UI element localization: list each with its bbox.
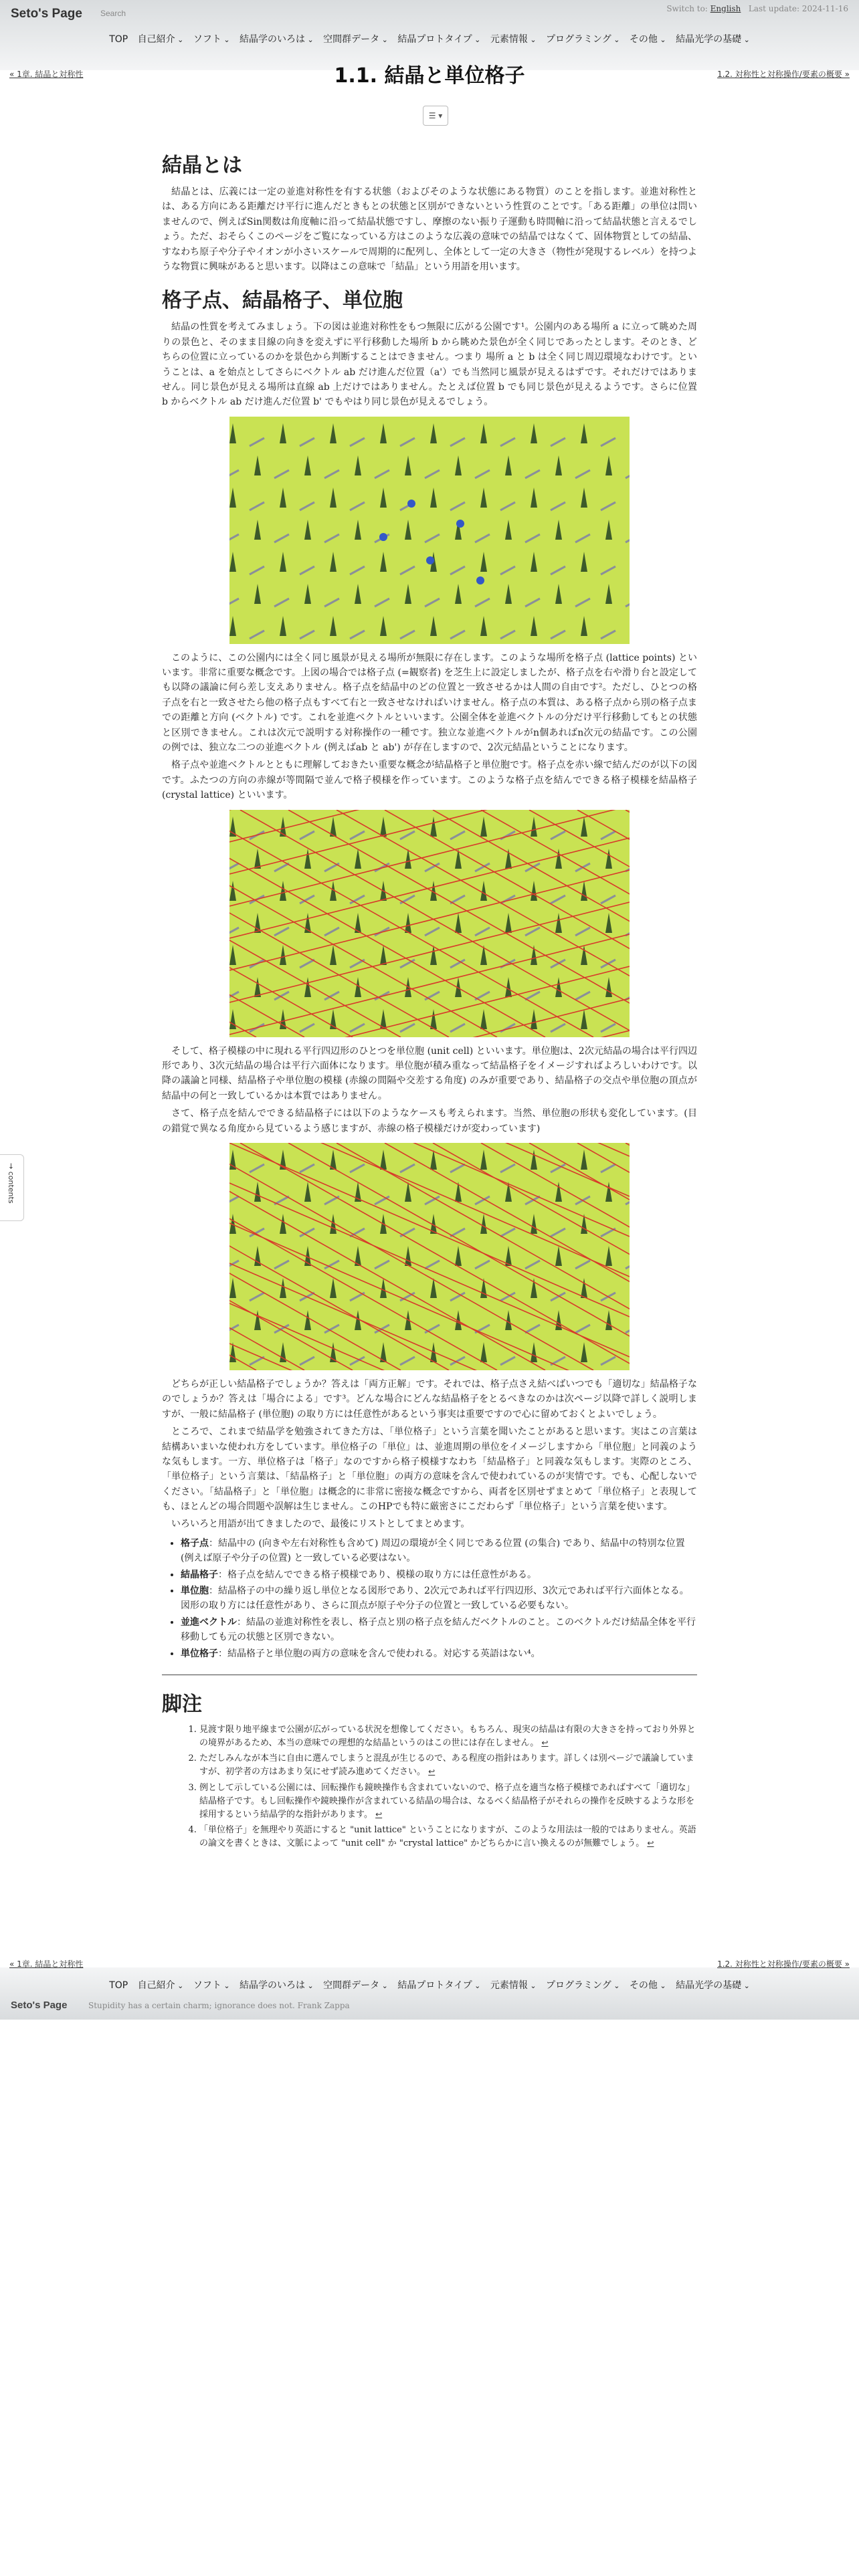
- paragraph: そして、格子模様の中に現れる平行四辺形のひとつを単位胞 (unit cell) といいます。単位胞は、2次元結晶の場合は平行四辺形であり、3次元結晶の場合は平行六面体になります。単位胞が積み重なって結晶格子をイメージすればよろしいわけです。以降の議論と同様、結晶格子や単位胞の模様 (赤線の間隔や交差する角度) のみが重要であり、結晶格子の交点や単位胞の頂点が結晶中の何と一致しているかは本質ではありません。: [162, 1045, 697, 1101]
- paragraph: 結晶の性質を考えてみましょう。下の図は並進対称性をもつ無限に広がる公園です¹。公園内のある場所 a に立って眺めた周りの景色と、そのまま目線の向きを変えずに平行移動した場所 b から眺めた景色が全く同じであったとします。そのとき、どちらの位置に立っているのかを景色から判断することはできません。つまり 場所 a と b は全く同じ周辺環境なわけです。ということは、a を始点としてさらにベクトル ab だけ進んだ位置（a'）でも当然同じ風景が見えるはずです。それだけではありません。同じ景色が見える場所は直線 ab 上だけではありません。たとえば位置 b でも同じ景色が見えるようです。さらに位置 b からベクトル ab だけ進んだ位置 b' でもやはり同じ景色が見えるでしょう。: [162, 322, 697, 408]
- nav-elements[interactable]: 元素情報 ⌄: [490, 34, 537, 45]
- back-link[interactable]: ↩: [541, 1738, 549, 1748]
- next-link[interactable]: 1.2. 対称性と対称操作/要素の概要 »: [717, 70, 850, 79]
- nav-top[interactable]: TOP: [109, 1980, 128, 1991]
- back-link[interactable]: ↩: [647, 1838, 654, 1848]
- footnote: 3. 例として示している公園には、回転操作も鏡映操作も含まれていないので、格子点を適当な格子模様であればすべて「適切な」結晶格子です。もし回転操作や鏡映操作が含まれている結晶の場合は、なるべく結晶格子がそれらの操作を反映するような形を採用するという結晶学的な指針があります。 ↩: [199, 1782, 697, 1822]
- prev-link[interactable]: « 1章. 結晶と対称性: [9, 70, 84, 79]
- list-item: • 単位格子：結晶格子と単位胞の両方の意味を含んで使われる。対応する英語はない⁴。: [181, 1646, 697, 1661]
- lattice-figure-1: [229, 810, 630, 1037]
- last-update: Last update: 2024-11-16: [748, 4, 848, 13]
- nav-about[interactable]: 自己紹介 ⌄: [138, 1980, 184, 1991]
- paragraph: ところで、これまで結晶学を勉強されてきた方は、「単位格子」という言葉を聞いたことがあると思います。実はこの言葉は結構あいまいな使われ方をしています。単位格子の「単位」は、並進周期の単位をイメージしますから「単位胞」と同義のような気もします。一方、単位格子は「格子」なのですから格子模様すなわち「結晶格子」と同義な気もします。実際のところ、「単位格子」という言葉は、「結晶格子」と「単位胞」の両方の意味を含んで使われているのが実情です。でも、心配しないでください。「結晶格子」と「単位胞」は概念的に非常に密接な概念ですから、両者を区別せずまとめて「単位格子」と表現しても、ほとんどの場合問題や誤解は生じません。このHPでも特に厳密さにこだわらず「単位格子」という言葉を使います。: [162, 1426, 697, 1513]
- contents-tab[interactable]: [0, 1154, 24, 1221]
- main-nav: [0, 32, 859, 45]
- english-link[interactable]: English: [710, 4, 741, 13]
- contents-tab-label: → contents: [7, 1163, 15, 1204]
- nav-space-group[interactable]: 空間群データ ⌄: [323, 1980, 388, 1991]
- back-link[interactable]: ↩: [375, 1809, 383, 1819]
- list-item: • 格子点：結晶中の (向きや左右対称性も含めて) 周辺の環境が全く同じである位置 (の集合) であり、結晶中の特別な位置 (例えば原子や分子の位置) と一致している必要はない。: [181, 1536, 697, 1566]
- page-title: 1.1. 結晶と単位格子: [334, 64, 525, 88]
- site-title[interactable]: Seto's Page: [11, 7, 82, 21]
- section-heading: 格子点、結晶格子、単位胞: [162, 289, 403, 313]
- nav-other[interactable]: その他 ⌄: [630, 1980, 666, 1991]
- section-heading: 結晶とは: [162, 154, 242, 177]
- nav-top[interactable]: TOP: [109, 34, 128, 45]
- nav-space-group[interactable]: 空間群データ ⌄: [323, 34, 388, 45]
- footnote: 1. 見渡す限り地平線まで公園が広がっている状況を想像してください。もちろん、現実の結晶は有限の大きさを持っており外界との境界があるため、本当の意味での理想的な結晶というのはこの世には存在しません。 ↩: [199, 1723, 697, 1750]
- footer-site-title[interactable]: Seto's Page: [11, 2000, 68, 2011]
- paragraph: このように、この公園内には全く同じ風景が見える場所が無限に存在します。このような場所を格子点 (lattice points) といいます。非常に重要な概念です。上図の場合では格子点 (=観察者) を芝生上に設定しましたが、格子点を右や滑り台と設定しても以降の議論に何ら差し支えありません。格子点を結晶中のどの位置と一致させるかは人間の自由です²。ただし、ひとつの格子点を右と一致させたら他の格子点もすべて右と一致させなければいけません。格子点の本質は、ある格子点から別の格子点までの距離と方向 (ベクトル) です。これを並進ベクトルといいます。公園全体を並進ベクトルの分だけ平行移動してもとの状態と区別できません。これは次元で説明する対称操作の一種です。独立な並進ベクトルがn個あればn次元の結晶です。この公園の例では、独立な二つの並進ベクトル (例えばab と ab') が存在しますので、2次元結晶ということになります。: [162, 652, 697, 754]
- search-input[interactable]: Search: [100, 9, 126, 18]
- nav-software[interactable]: ソフト ⌄: [193, 1980, 230, 1991]
- list-item: • 単位胞：結晶格子の中の繰り返し単位となる図形であり、2次元であれば平行四辺形、3次元であれば平行六面体となる。図形の取り方には任意性があり、さらに頂点が原子や分子の位置と一致している必要もない。: [181, 1584, 697, 1614]
- nav-programming[interactable]: プログラミング ⌄: [546, 1980, 619, 1991]
- paragraph: さて、格子点を結んでできる結晶格子には以下のようなケースも考えられます。当然、単位胞の形状も変化しています。(目の錯覚で異なる角度から見ているよう感じますが、赤線の格子模様だけが変わっています): [162, 1108, 697, 1134]
- list-item: • 並進ベクトル：結晶の並進対称性を表し、格子点と別の格子点を結んだベクトルのこと。このベクトルだけ結晶全体を平行移動しても元の状態と区別できない。: [181, 1615, 697, 1645]
- footnote: 4. 「単位格子」を無理やり英語にすると "unit lattice" ということになりますが、このような用法は一般的ではありません。英語の論文を書くときは、文脈によって "unit cell" か "crystal lattice" かどちらかに言い換えるのが無難でしょう。 ↩: [199, 1824, 697, 1850]
- nav-elements[interactable]: 元素情報 ⌄: [490, 1980, 537, 1991]
- main-content: [162, 146, 697, 1852]
- paragraph: 結晶とは、広義には一定の並進対称性を有する状態（およびそのような状態にある物質）のことを指します。並進対称性とは、ある方向にある距離だけ平行に進んだときもとの状態と区別ができないという性質のことです。「ある距離」の単位は問いませんので、例えばSin関数は角度軸に沿って結晶状態ですし、摩擦のない振り子運動も時間軸に沿って結晶状態と言えるでしょう。ただ、おそらくこのページをご覧になっている方はこのような広義の意味での結晶ではなくて、固体物質としての結晶、すなわち原子や分子やイオンが小さいスケールで周期的に配列し、全体として一定の大きさ（物性が発現するレベル）を持つような物質に興味があると思います。以降はこの意味で「結晶」という用語を用います。: [162, 187, 697, 272]
- definition-list: [181, 1536, 697, 1661]
- footnote-list: [199, 1723, 697, 1850]
- nav-prototype[interactable]: 結晶プロトタイプ ⌄: [397, 34, 480, 45]
- lattice-figure-2: [229, 1143, 630, 1370]
- nav-crystallography[interactable]: 結晶学のいろは ⌄: [240, 34, 314, 45]
- footnotes-heading: 脚注: [162, 1692, 202, 1716]
- toc-button[interactable]: ☰ ▾: [423, 106, 448, 126]
- nav-prototype[interactable]: 結晶プロトタイプ ⌄: [397, 1980, 480, 1991]
- next-link[interactable]: 1.2. 対称性と対称操作/要素の概要 »: [717, 1959, 850, 1969]
- park-figure: [229, 417, 630, 644]
- nav-optics[interactable]: 結晶光学の基礎 ⌄: [676, 34, 750, 45]
- nav-about[interactable]: 自己紹介 ⌄: [138, 34, 184, 45]
- nav-programming[interactable]: プログラミング ⌄: [546, 34, 619, 45]
- list-item: • 結晶格子：格子点を結んでできる格子模様であり、模様の取り方には任意性がある。: [181, 1568, 697, 1582]
- paragraph: 格子点や並進ベクトルとともに理解しておきたい重要な概念が結晶格子と単位胞です。格子点を赤い線で結んだのが以下の図です。ふたつの方向の赤線が等間隔で並んで格子模様を作っています。このような格子点を結んでできる格子模様を結晶格子 (crystal lattice) といいます。: [162, 760, 697, 801]
- nav-other[interactable]: その他 ⌄: [630, 34, 666, 45]
- footnote: 2. ただしみんなが本当に自由に選んでしまうと混乱が生じるので、ある程度の指針はあります。詳しくは別ページで議論していますが、初学者の方はあまり気にせず読み進めてください。 ↩: [199, 1752, 697, 1779]
- paragraph: いろいろと用語が出てきましたので、最後にリストとしてまとめます。: [171, 1519, 470, 1530]
- nav-software[interactable]: ソフト ⌄: [193, 34, 230, 45]
- header-meta: [666, 4, 848, 13]
- bottom-pager: [0, 1950, 859, 1977]
- back-link[interactable]: ↩: [428, 1767, 436, 1777]
- footer-quote: Stupidity has a certain charm; ignorance does not. Frank Zappa: [88, 2001, 350, 2010]
- nav-crystallography[interactable]: 結晶学のいろは ⌄: [240, 1980, 314, 1991]
- switch-label: Switch to:: [666, 4, 708, 13]
- footer-nav: [0, 1978, 859, 1992]
- paragraph: どちらが正しい結晶格子でしょうか？答えは「両方正解」です。それでは、格子点さえ結べばいつでも「適切な」結晶格子なのでしょうか？答えは「場合による」です³。どんな場合にどんな結晶格子をとるべきなのかは次ページ以降で詳しく説明しますが、一般に結晶格子 (単位胞) の取り方には任意性があるという事実は重要ですので心に留めておくとよいでしょう。: [162, 1378, 697, 1420]
- prev-link[interactable]: « 1章. 結晶と対称性: [9, 1959, 84, 1969]
- nav-optics[interactable]: 結晶光学の基礎 ⌄: [676, 1980, 750, 1991]
